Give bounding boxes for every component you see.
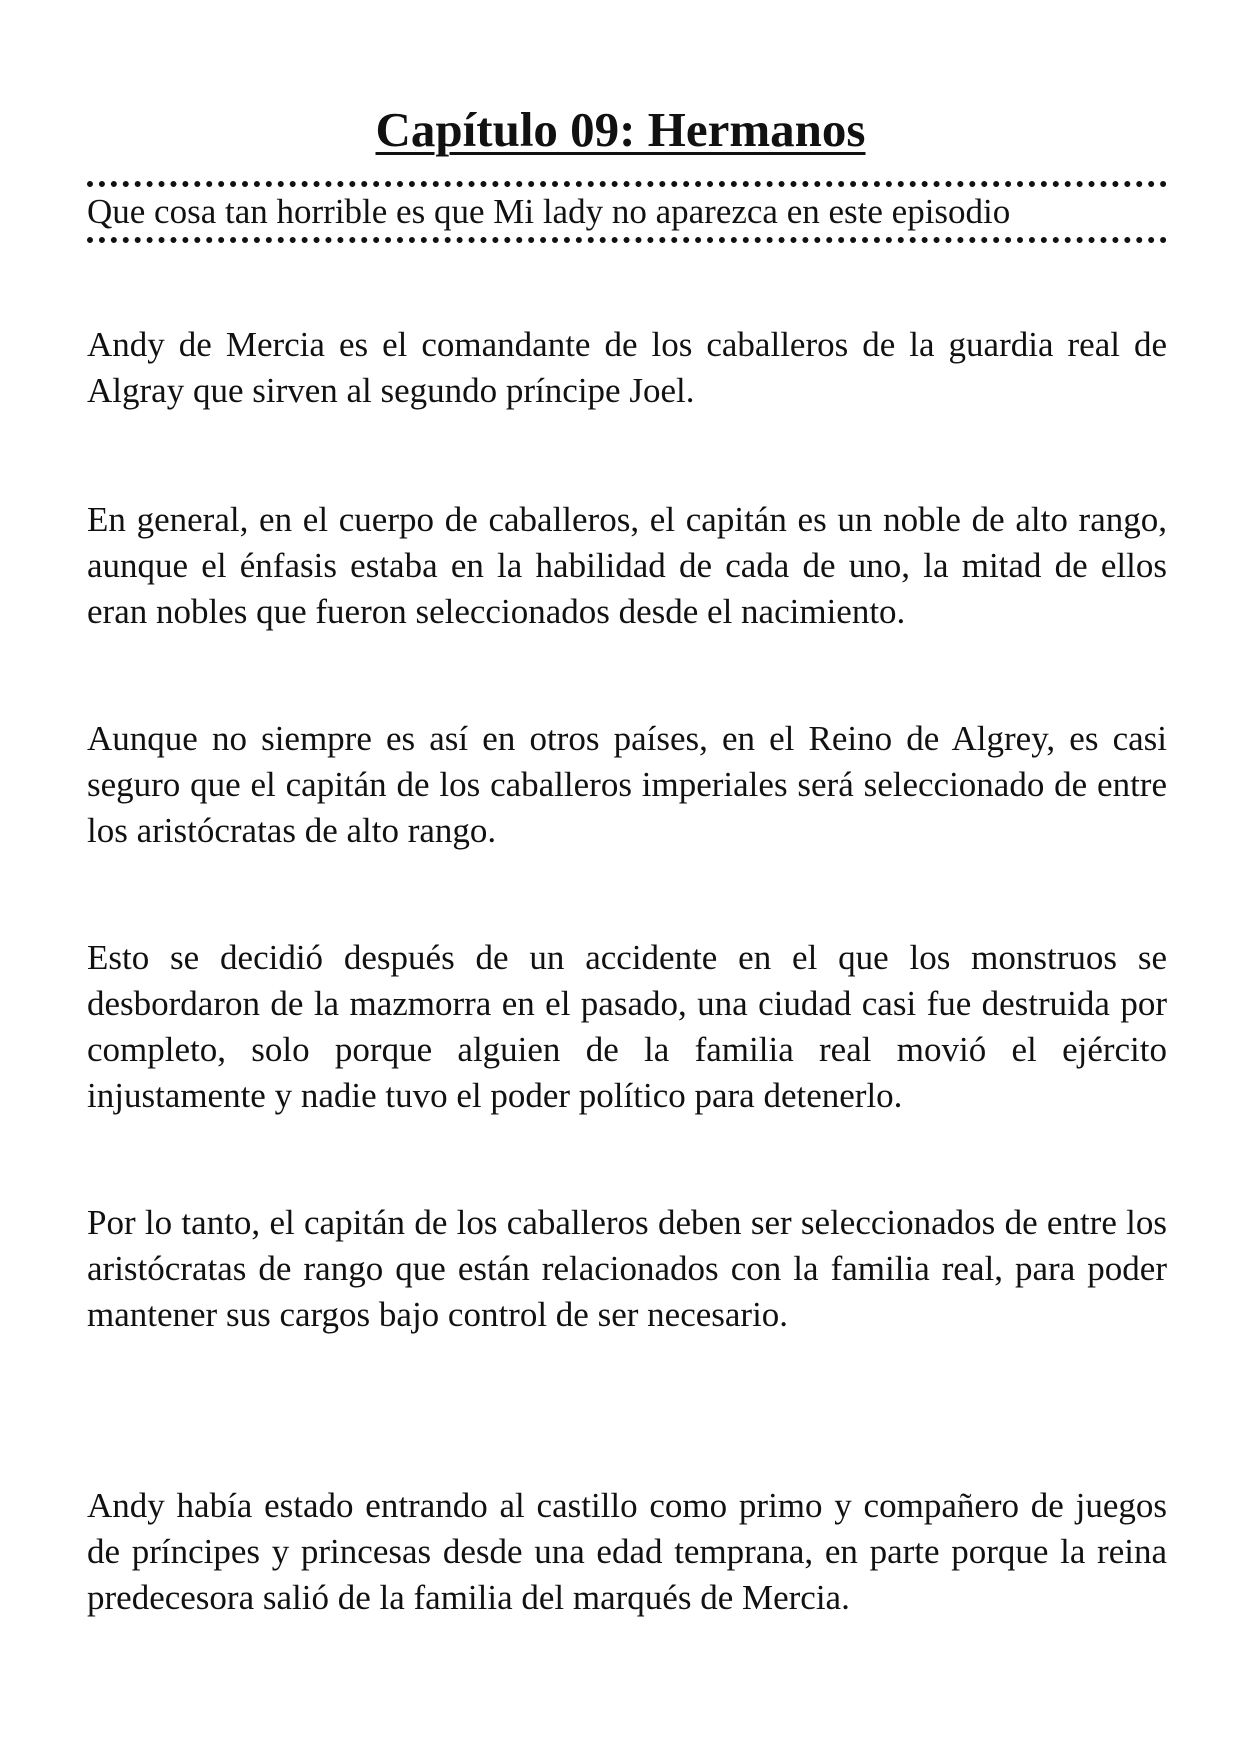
dotted-divider-bottom — [87, 237, 1167, 243]
paragraph: Andy había estado entrando al castillo como primo y compañero de juegos de príncipes y princesas desde una edad temprana, en parte porque la reina predecesora salió de la familia del marqués de Mercia. — [87, 1486, 1167, 1617]
paragraph: En general, en el cuerpo de caballeros, el capitán es un noble de alto rango, aunque el énfasis estaba en la habilidad de cada de uno, la mitad de ellos eran nobles que fueron seleccionados desde el nacimiento. — [87, 500, 1167, 631]
chapter-subtitle: Que cosa tan horrible es que Mi lady no aparezca en este episodio — [87, 192, 1011, 231]
chapter-title-text: Capítulo 09: Hermanos — [375, 102, 866, 157]
paragraph: Por lo tanto, el capitán de los caballeros deben ser seleccionados de entre los aristócratas de rango que están relacionados con la familia real, para poder mantener sus cargos bajo control de ser necesario. — [87, 1203, 1167, 1334]
paragraph: Andy de Mercia es el comandante de los caballeros de la guardia real de Algray que sirven al segundo príncipe Joel. — [87, 325, 1167, 410]
chapter-title — [0, 100, 1241, 160]
dotted-divider-top — [87, 181, 1167, 187]
paragraph: Esto se decidió después de un accidente en el que los monstruos se desbordaron de la mazmorra en el pasado, una ciudad casi fue destruida por completo, solo porque alguien de la familia real movió el ejército injustamente y nadie tuvo el poder político para detenerlo. — [87, 938, 1167, 1115]
paragraph: Aunque no siempre es así en otros países, en el Reino de Algrey, es casi seguro que el capitán de los caballeros imperiales será seleccionado de entre los aristócratas de alto rango. — [87, 719, 1167, 850]
